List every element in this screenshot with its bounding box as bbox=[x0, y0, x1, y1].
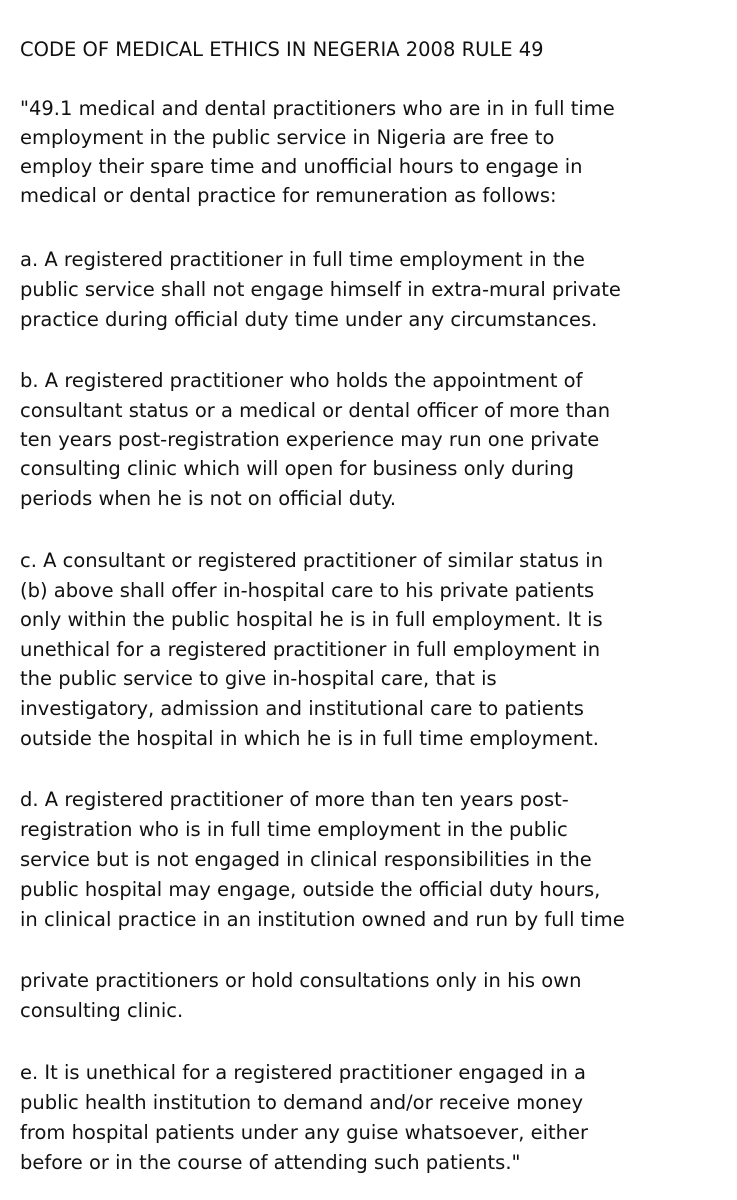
text-line: c. A consultant or registered practitioner of similar status in bbox=[20, 549, 604, 572]
text-line: investigatory, admission and institutional care to patients bbox=[20, 697, 584, 720]
text-line: (b) above shall offer in-hospital care to his private patients bbox=[20, 579, 595, 602]
document-page bbox=[20, 0, 725, 1200]
text-line: public hospital may engage, outside the official duty hours, bbox=[20, 878, 601, 901]
text-line: before or in the course of attending such patients." bbox=[20, 1151, 521, 1174]
text-line: "49.1 medical and dental practitioners who are in in full time bbox=[20, 97, 615, 120]
text-line: from hospital patients under any guise whatsoever, either bbox=[20, 1121, 589, 1144]
text-line: employment in the public service in Nigeria are free to bbox=[20, 126, 555, 149]
text-line: registration who is in full time employment in the public bbox=[20, 818, 568, 841]
text-line: only within the public hospital he is in full employment. It is bbox=[20, 608, 603, 631]
text-line: private practitioners or hold consultations only in his own bbox=[20, 969, 582, 992]
text-line: public service shall not engage himself in extra-mural private bbox=[20, 278, 621, 301]
text-line: service but is not engaged in clinical responsibilities in the bbox=[20, 848, 592, 871]
document-heading: CODE OF MEDICAL ETHICS IN NEGERIA 2008 RULE 49 bbox=[20, 38, 544, 61]
text-line: in clinical practice in an institution owned and run by full time bbox=[20, 908, 625, 931]
text-line: the public service to give in-hospital care, that is bbox=[20, 667, 497, 690]
text-line: e. It is unethical for a registered practitioner engaged in a bbox=[20, 1061, 586, 1084]
text-line: periods when he is not on official duty. bbox=[20, 487, 397, 510]
text-line: d. A registered practitioner of more than ten years post- bbox=[20, 788, 569, 811]
text-line: unethical for a registered practitioner in full employment in bbox=[20, 638, 601, 661]
text-line: outside the hospital in which he is in full time employment. bbox=[20, 727, 599, 750]
text-line: consulting clinic. bbox=[20, 999, 184, 1022]
text-line: practice during official duty time under any circumstances. bbox=[20, 308, 598, 331]
text-line: b. A registered practitioner who holds the appointment of bbox=[20, 369, 583, 392]
text-line: public health institution to demand and/or receive money bbox=[20, 1091, 584, 1114]
text-line: ten years post-registration experience may run one private bbox=[20, 428, 600, 451]
text-line: consulting clinic which will open for business only during bbox=[20, 457, 575, 480]
text-line: a. A registered practitioner in full time employment in the bbox=[20, 248, 585, 271]
text-line: consultant status or a medical or dental officer of more than bbox=[20, 399, 611, 422]
text-line: medical or dental practice for remuneration as follows: bbox=[20, 184, 557, 207]
text-line: employ their spare time and unofficial hours to engage in bbox=[20, 155, 583, 178]
